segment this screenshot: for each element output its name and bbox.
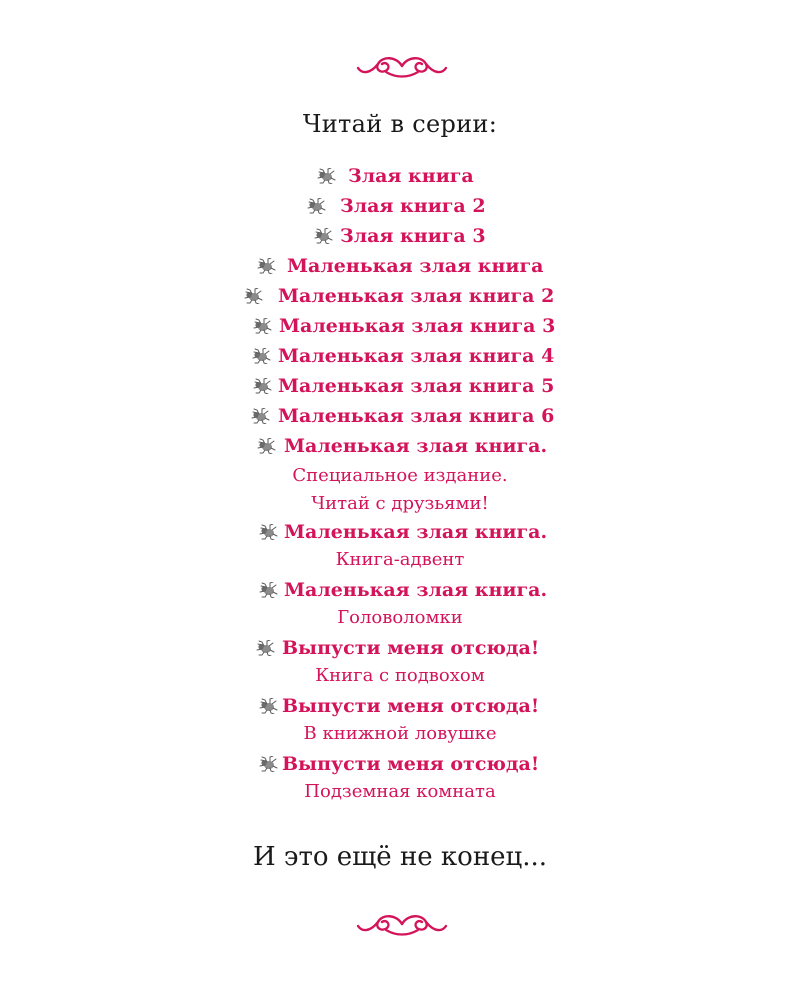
series-item-title: Маленькая злая книга 5 <box>278 375 555 397</box>
series-item-title: Злая книга <box>348 165 474 187</box>
flourish-bottom-ornament <box>356 910 448 938</box>
series-item-title: Выпусти меня отсюда! <box>282 753 540 775</box>
series-item-title: Выпусти меня отсюда! <box>282 695 540 717</box>
flourish-top-ornament <box>356 52 448 80</box>
series-heading: Читай в серии: <box>302 110 498 138</box>
spider-icon <box>316 168 336 184</box>
spider-icon <box>256 438 276 454</box>
series-item-subtitle: Книга-адвент <box>335 549 465 570</box>
spider-icon <box>252 378 272 394</box>
spider-icon <box>251 348 271 364</box>
spider-icon <box>258 582 278 598</box>
series-item-title: Маленькая злая книга. <box>284 579 548 601</box>
series-item-subtitle: Подземная комната <box>304 781 496 802</box>
spider-icon <box>313 228 333 244</box>
spider-icon <box>256 258 276 274</box>
spider-icon <box>258 756 278 772</box>
series-item-title: Злая книга 2 <box>340 195 486 217</box>
spider-icon <box>243 288 263 304</box>
series-item-subtitle: В книжной ловушке <box>303 723 497 744</box>
series-item-subtitle: Читай с друзьями! <box>311 493 489 514</box>
series-item-title: Маленькая злая книга 3 <box>279 315 556 337</box>
spider-icon <box>306 198 326 214</box>
spider-icon <box>258 698 278 714</box>
closing-text: И это ещё не конец... <box>252 842 548 872</box>
series-item-subtitle: Специальное издание. <box>292 465 508 486</box>
spider-icon <box>255 640 275 656</box>
series-item-subtitle: Головоломки <box>337 607 463 628</box>
series-item-title: Маленькая злая книга <box>287 255 544 277</box>
spider-icon <box>250 408 270 424</box>
series-item-title: Маленькая злая книга 4 <box>278 345 555 367</box>
series-item-title: Выпусти меня отсюда! <box>282 637 540 659</box>
series-item-title: Маленькая злая книга. <box>284 521 548 543</box>
series-item-title: Маленькая злая книга. <box>284 435 548 457</box>
spider-icon <box>258 524 278 540</box>
series-item-title: Злая книга 3 <box>340 225 486 247</box>
spider-icon <box>252 318 272 334</box>
series-item-title: Маленькая злая книга 6 <box>278 405 555 427</box>
series-item-title: Маленькая злая книга 2 <box>278 285 555 307</box>
series-item-subtitle: Книга с подвохом <box>315 665 485 686</box>
